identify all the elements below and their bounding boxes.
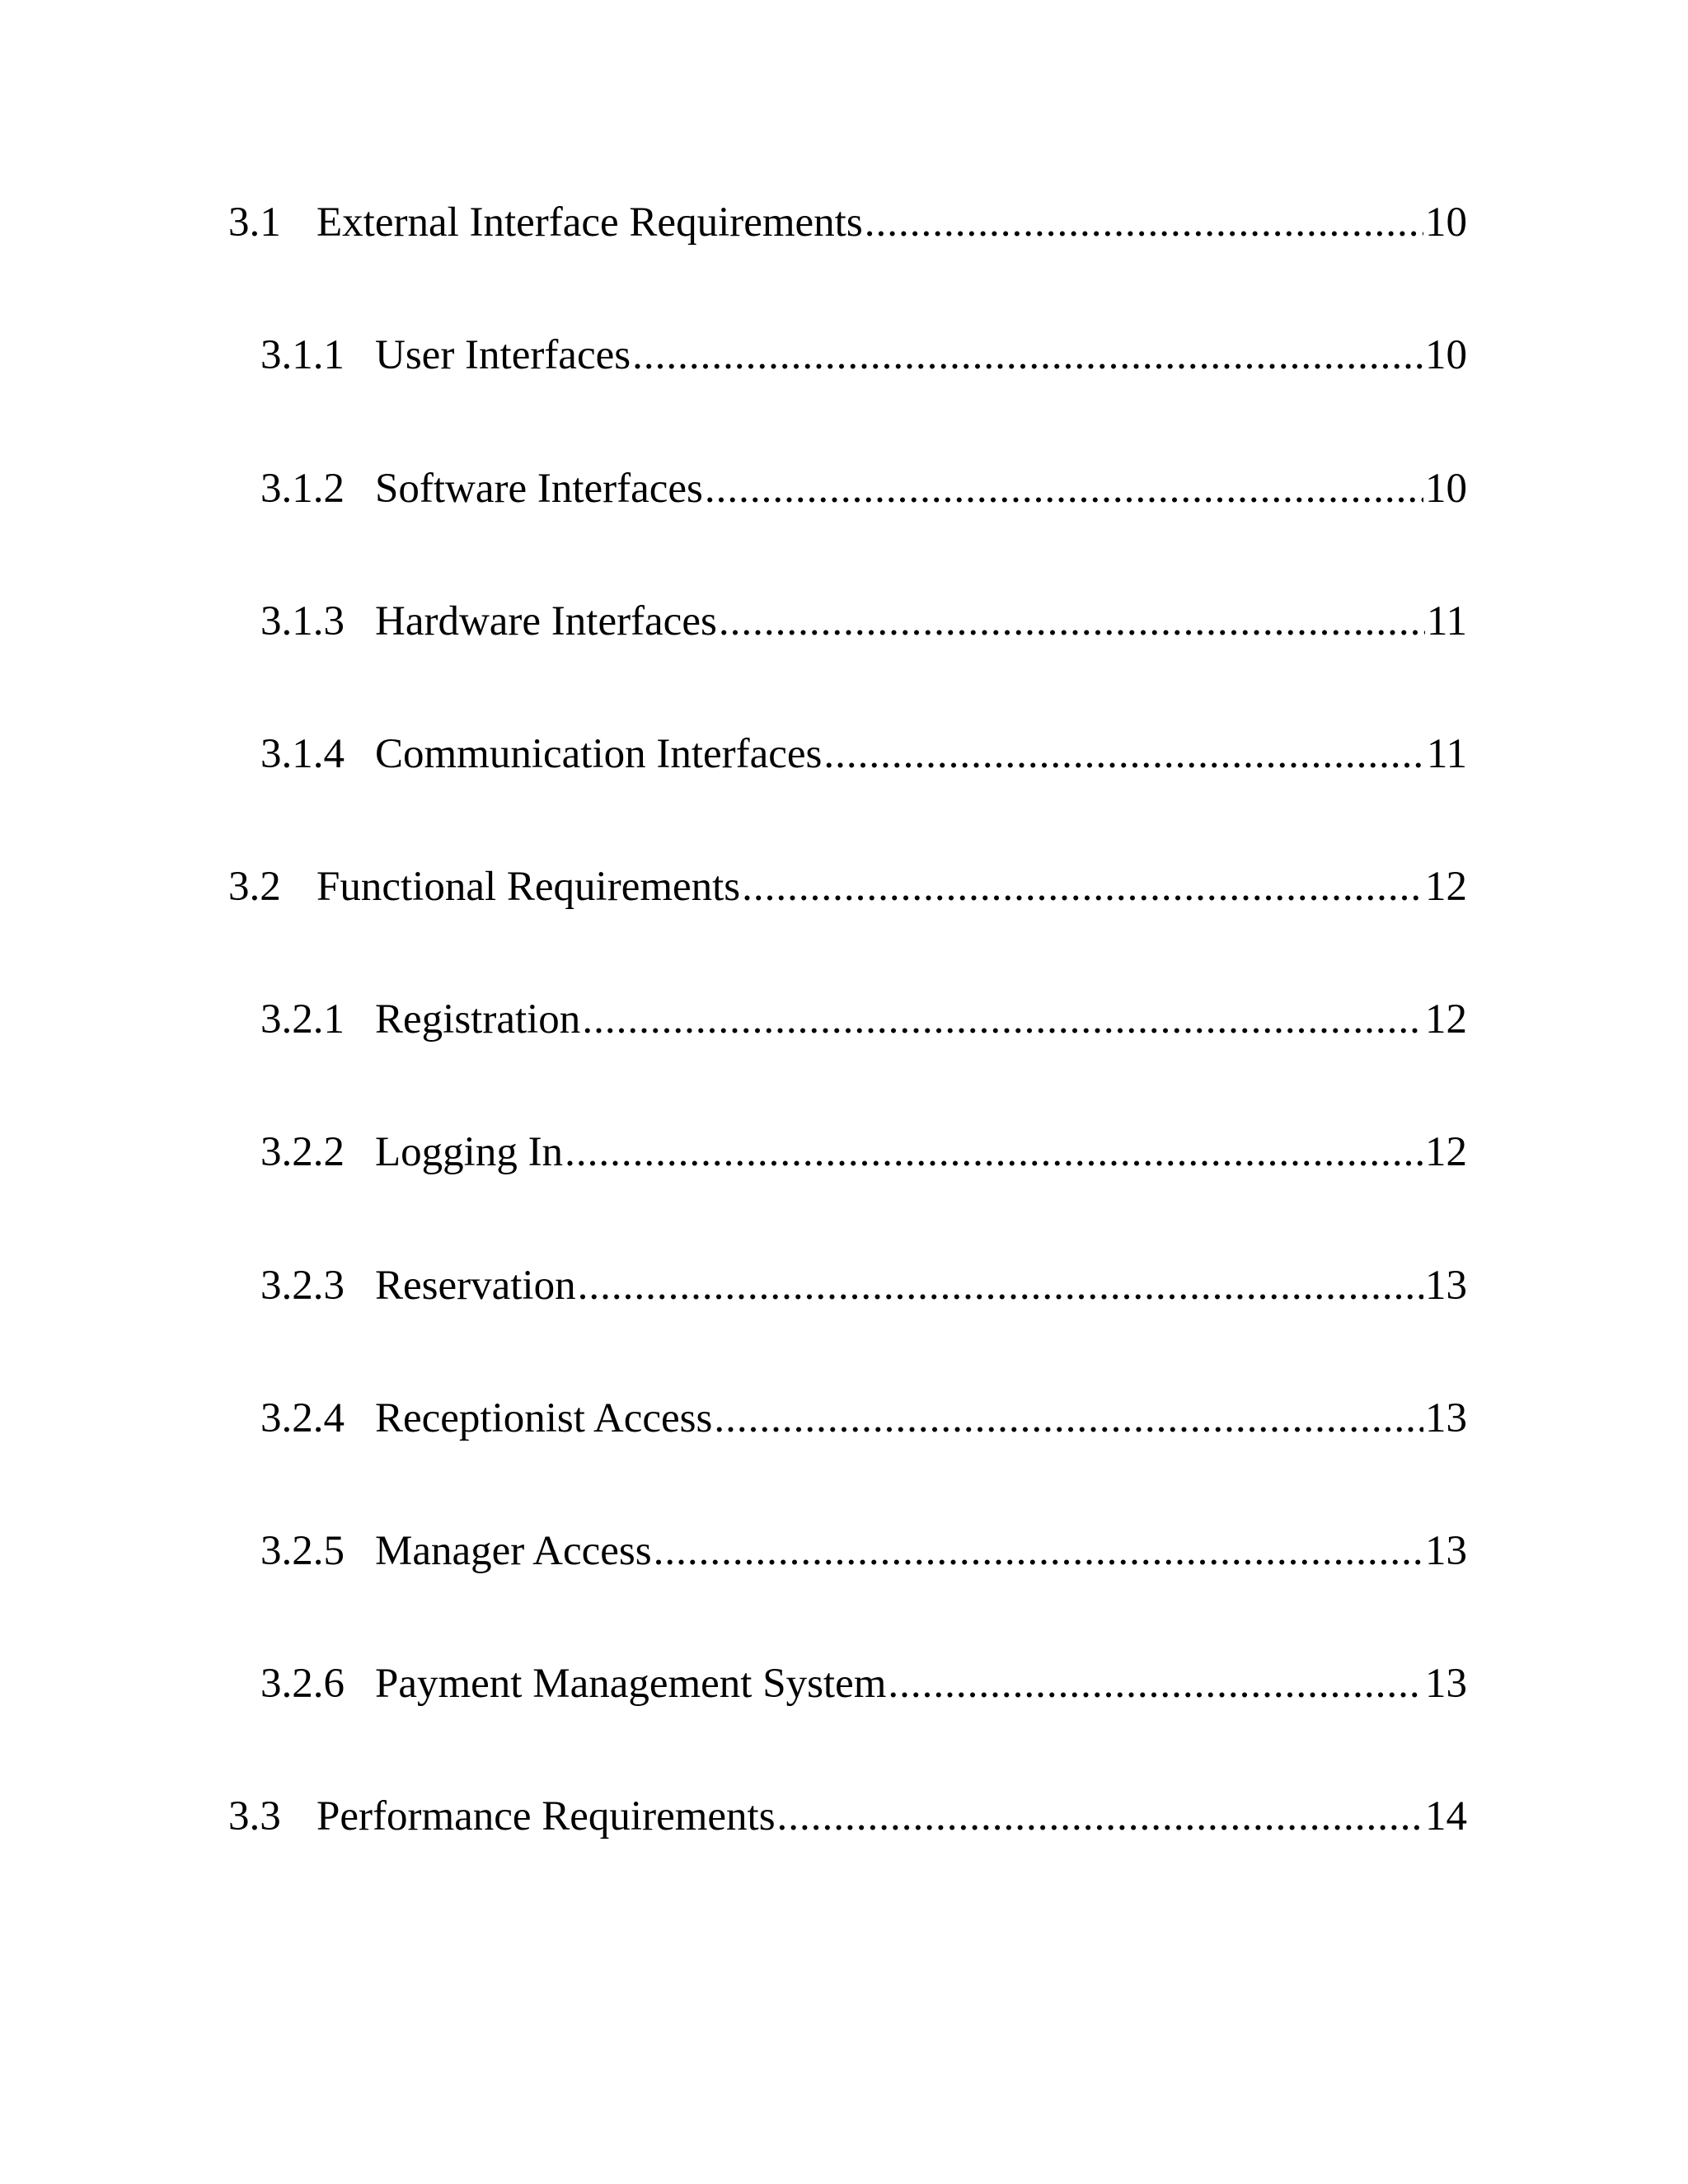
toc-entry-page: 10 [1425,466,1467,512]
toc-entry-number: 3.1.4 [260,731,345,777]
dot-leader [742,862,1423,912]
toc-entry-title: Payment Management System [375,1661,887,1707]
toc-entry-title: Logging In [375,1129,564,1175]
dot-leader [565,1127,1423,1177]
dot-leader [632,330,1423,380]
toc-entry-3-3[interactable] [228,1767,1467,1841]
toc-entry-3-2-6[interactable] [260,1634,1467,1708]
toc-entry-title: External Interface Requirements [316,199,863,246]
toc-entry-3-2-1[interactable] [260,970,1467,1044]
toc-entry-3-2-2[interactable] [260,1103,1467,1177]
dot-leader [705,464,1423,513]
toc-entry-page: 10 [1425,332,1467,378]
dot-leader [714,1394,1423,1443]
toc-entry-3-1-4[interactable] [260,705,1467,779]
dot-leader [578,1261,1423,1310]
toc-entry-title: Registration [375,996,581,1043]
toc-entry-number: 3.2.5 [260,1528,345,1574]
toc-entry-title: Software Interfaces [375,466,703,512]
toc-entry-page: 10 [1425,199,1467,246]
toc-entry-title: Reservation [375,1263,576,1309]
toc-entry-page: 12 [1425,864,1467,910]
dot-leader [582,995,1423,1044]
toc-entry-number: 3.2.6 [260,1661,345,1707]
dot-leader [888,1659,1423,1708]
toc-entry-number: 3.2.4 [260,1395,345,1441]
toc-entry-3-1[interactable] [228,173,1467,247]
toc-entry-title: Communication Interfaces [375,731,823,777]
toc-entry-number: 3.1.3 [260,598,345,644]
toc-entry-3-1-1[interactable] [260,306,1467,380]
toc-entry-3-1-3[interactable] [260,572,1467,646]
toc-entry-number: 3.1.2 [260,466,345,512]
toc-entry-number: 3.2.3 [260,1263,345,1309]
dot-leader [865,198,1423,247]
toc-entry-page: 13 [1425,1263,1467,1309]
toc-entry-number: 3.2.1 [260,996,345,1043]
dot-leader [654,1526,1423,1576]
toc-entry-3-2-4[interactable] [260,1369,1467,1443]
toc-entry-3-2-3[interactable] [260,1236,1467,1310]
toc-entry-title: Manager Access [375,1528,652,1574]
toc-entry-title: Functional Requirements [316,864,741,910]
dot-leader [823,729,1424,779]
toc-entry-page: 11 [1426,731,1467,777]
dot-leader [719,597,1425,646]
toc-entry-3-2-5[interactable] [260,1502,1467,1576]
toc-entry-page: 14 [1425,1793,1467,1840]
toc-entry-page: 13 [1425,1528,1467,1574]
toc-entry-title: User Interfaces [375,332,631,378]
toc-entry-page: 11 [1426,598,1467,644]
toc-entry-page: 12 [1425,1129,1467,1175]
toc-entry-3-1-2[interactable] [260,439,1467,513]
toc-entry-number: 3.2 [228,864,281,910]
toc-entry-page: 13 [1425,1395,1467,1441]
toc-entry-page: 13 [1425,1661,1467,1707]
toc-entry-number: 3.3 [228,1793,281,1840]
toc-entry-number: 3.2.2 [260,1129,345,1175]
toc-entry-title: Receptionist Access [375,1395,713,1441]
toc-entry-page: 12 [1425,996,1467,1043]
toc-entry-number: 3.1 [228,199,281,246]
toc-entry-number: 3.1.1 [260,332,345,378]
toc-entry-3-2[interactable] [228,837,1467,912]
toc-entry-title: Hardware Interfaces [375,598,717,644]
toc-entry-title: Performance Requirements [316,1793,776,1840]
dot-leader [777,1792,1423,1841]
